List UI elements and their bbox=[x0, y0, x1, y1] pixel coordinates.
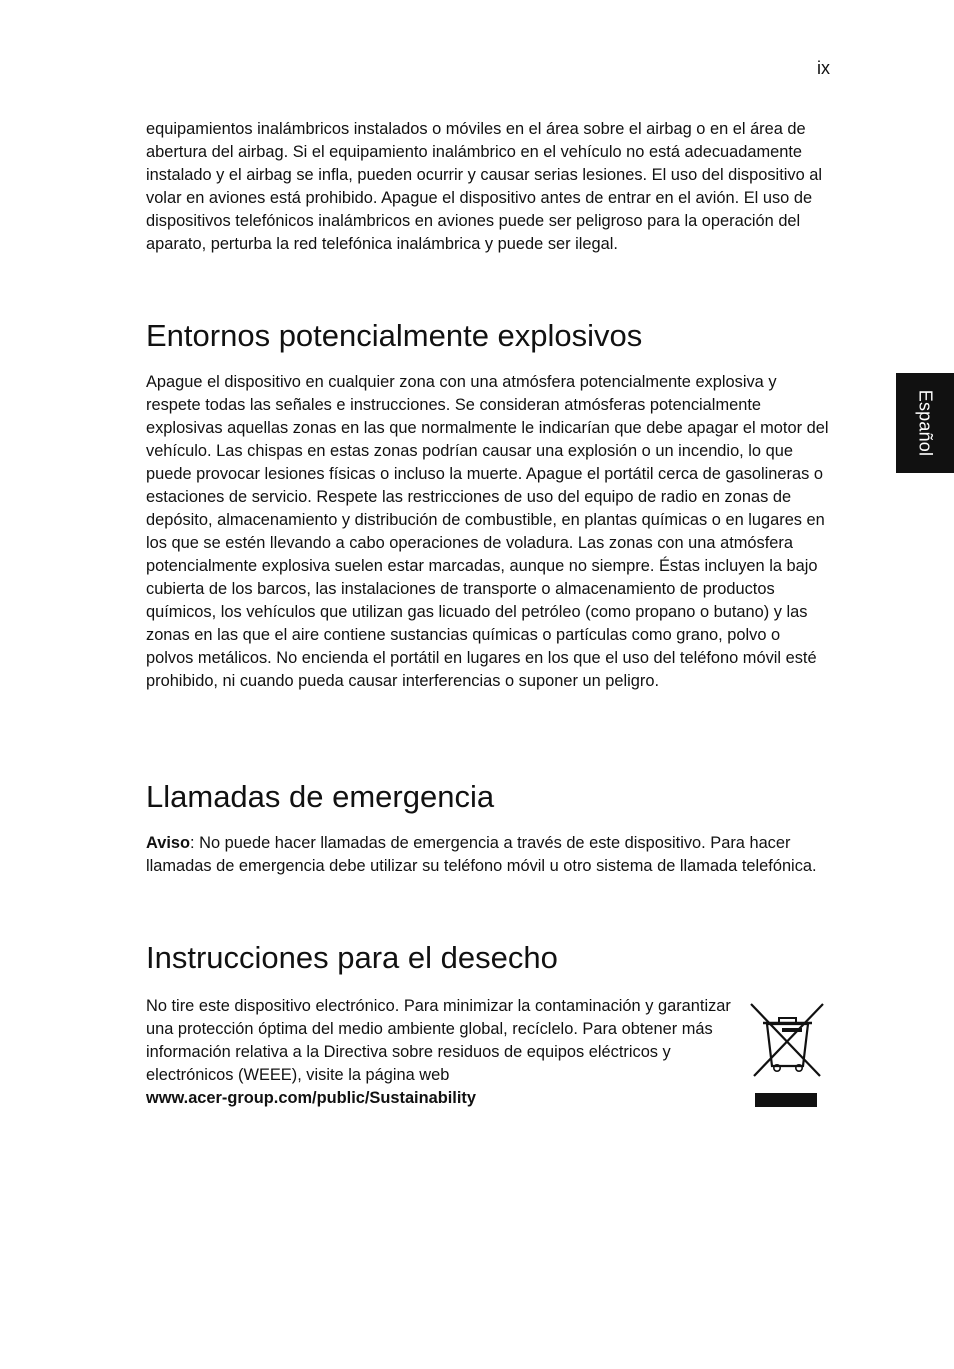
language-tab bbox=[896, 373, 954, 473]
heading-emergency-calls: Llamadas de emergencia bbox=[146, 779, 495, 814]
heading-disposal-instructions: Instrucciones para el desecho bbox=[146, 940, 558, 975]
emergency-calls-paragraph bbox=[146, 832, 830, 878]
sustainability-link[interactable]: www.acer-group.com/public/Sustainability bbox=[146, 1089, 476, 1107]
notice-label: Aviso bbox=[146, 834, 191, 852]
explosive-environments-paragraph: Apague el dispositivo en cualquier zona con una atmósfera potencialmente explosiva y respete todas las señales e instrucciones. Se consideran atmósferas potencialmente explosivas aquellas zonas en las que normalmente le indicarían que debe apagar el motor del vehículo. Las chispas en estas zonas podrían causar una explosión o un incendio, lo que puede provocar lesiones físicas o incluso la muerte. Apague el portátil cerca de gasolineras o estaciones de servicio. Respete las restricciones de uso del equipo de radio en zonas de depósito, almacenamiento y distribución de combustible, en plantas químicas o en lugares en los que se estén llevando a cabo operaciones de voladura. Las zonas con una atmósfera potencialmente explosiva suelen estar marcadas, aunque no siempre. Éstas incluyen la bajo cubierta de los barcos, las instalaciones de transporte o almacenamiento de productos químicos, los vehículos que utilizan gas licuado del petróleo (como propano o butano) y las zonas en las que el aire contiene sustancias químicas o partículas como grano, polvo o polvos metálicos. No encienda el portátil en lugares en los que el uso del teléfono móvil esté prohibido, ni cuando pueda causar interferencias o suponer un peligro. bbox=[146, 373, 829, 690]
disposal-paragraph bbox=[146, 995, 736, 1110]
emergency-calls-text: : No puede hacer llamadas de emergencia a través de este dispositivo. Para hacer llamadas de emergencia debe utilizar su teléfono móvil u otro sistema de llamada telefónica. bbox=[146, 834, 817, 875]
language-tab-label: Español bbox=[915, 389, 936, 457]
intro-paragraph: equipamientos inalámbricos instalados o móviles en el área sobre el airbag o en el área de abertura del airbag. Si el equipamiento inalámbrico en el vehículo no está adecuadamente instalado y el airbag se infla, pueden ocurrir y causar serias lesiones. El uso del dispositivo al volar en aviones está prohibido. Apague el dispositivo antes de entrar en el avión. El uso de dispositivos telefónicos inalámbricos en aviones puede ser peligroso para la operación del aparato, perturba la red telefónica inalámbrica y puede ser ilegal. bbox=[146, 120, 823, 253]
weee-crossed-bin-icon bbox=[748, 1000, 828, 1110]
page-number: ix bbox=[817, 58, 830, 78]
disposal-text: No tire este dispositivo electrónico. Para minimizar la contaminación y garantizar una protección óptima del medio ambiente global, recíclelo. Para obtener más información relativa a la Directiva sobre residuos de equipos eléctricos y electrónicos (WEEE), visite la página web bbox=[146, 997, 731, 1084]
heading-explosive-environments: Entornos potencialmente explosivos bbox=[146, 318, 643, 353]
